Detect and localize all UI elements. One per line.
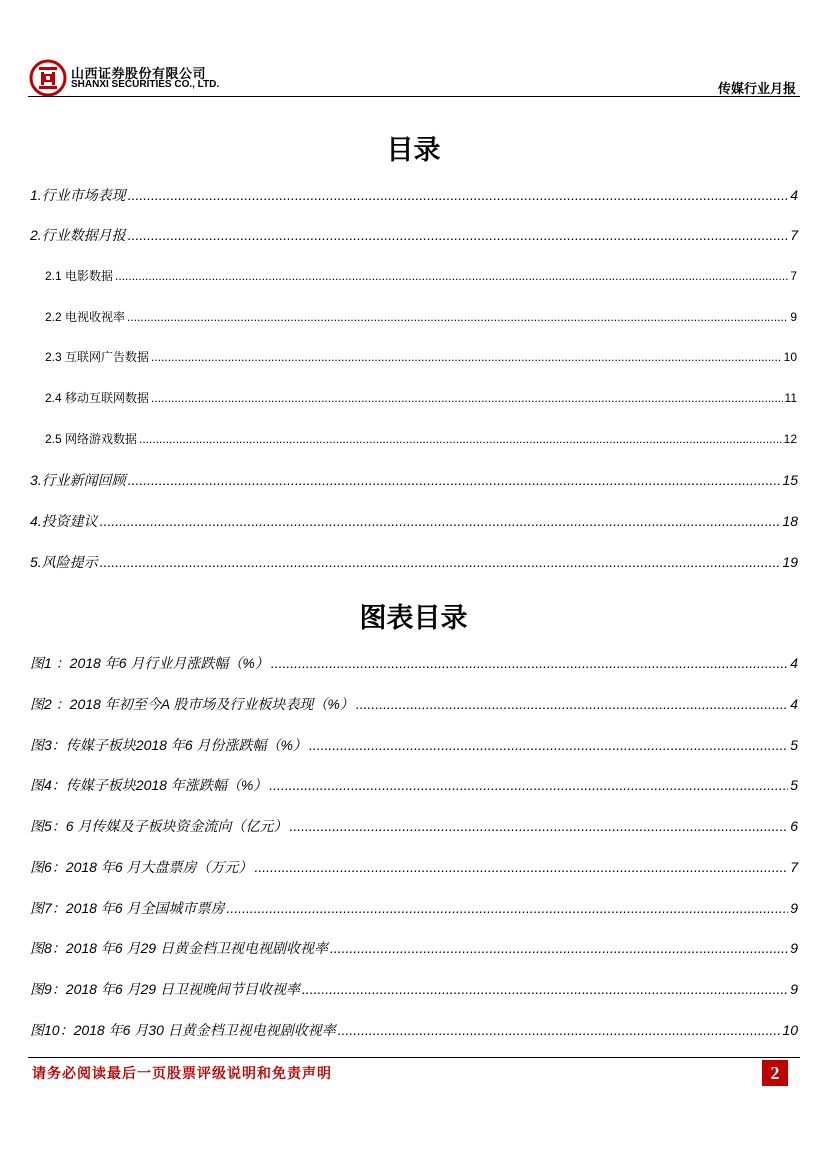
figure-item-page: 7 — [790, 859, 798, 875]
figure-item[interactable] — [30, 979, 798, 999]
figure-item[interactable] — [30, 775, 798, 795]
toc-item-page: 7 — [790, 227, 798, 243]
page-header — [28, 58, 800, 98]
toc-subitem[interactable] — [45, 389, 797, 406]
figure-item-label: 图4：传媒子板块2018 年涨跌幅（%） — [30, 777, 268, 793]
footer-disclaimer: 请务必阅读最后一页股票评级说明和免责声明 — [32, 1066, 332, 1082]
figure-item-page: 10 — [782, 1022, 798, 1038]
toc-item-page: 7 — [790, 269, 797, 283]
dot-leader — [128, 227, 789, 243]
toc-item-label: 2.4 移动互联网数据 — [45, 391, 150, 405]
figure-item[interactable] — [30, 735, 798, 755]
dot-leader — [151, 350, 782, 364]
figure-item-label: 图7：2018 年6 月全国城市票房 — [30, 900, 225, 916]
figure-item[interactable] — [30, 816, 798, 836]
dot-leader — [302, 981, 788, 997]
toc-item-page: 18 — [782, 513, 798, 529]
figure-item-label: 图2 ：2018 年初至今A 股市场及行业板块表现（%） — [30, 696, 354, 712]
figure-item-page: 9 — [790, 940, 798, 956]
company-name-en: SHANXI SECURITIES CO., LTD. — [71, 79, 220, 90]
toc-item-label: 2.3 互联网广告数据 — [45, 350, 150, 364]
figure-item-page: 4 — [790, 696, 798, 712]
figure-item-page: 4 — [790, 655, 798, 671]
toc-item[interactable] — [30, 470, 798, 490]
toc-item-page: 19 — [782, 554, 798, 570]
figure-item-page: 9 — [790, 981, 798, 997]
toc-item-page: 12 — [783, 432, 797, 446]
figure-item-label: 图1 ：2018 年6 月行业月涨跌幅（%） — [30, 655, 269, 671]
dot-leader — [330, 940, 788, 956]
toc-item-label: 1.行业市场表现 — [30, 187, 126, 203]
figure-item[interactable] — [30, 1020, 798, 1040]
header-divider — [28, 96, 800, 97]
figures-title: 图表目录 — [359, 603, 468, 634]
dot-leader — [227, 900, 789, 916]
toc-item-page: 15 — [782, 472, 798, 488]
toc-item-label: 5.风险提示 — [30, 554, 98, 570]
figure-item[interactable] — [30, 857, 798, 877]
dot-leader — [356, 696, 788, 712]
footer-divider — [28, 1057, 800, 1058]
report-type: 传媒行业月报 — [717, 82, 796, 97]
dot-leader — [289, 818, 788, 834]
figure-item-page: 5 — [790, 777, 798, 793]
figure-item[interactable] — [30, 653, 798, 673]
figure-item-label: 图9：2018 年6 月29 日卫视晚间节目收视率 — [30, 981, 300, 997]
toc-item-label: 2.2 电视收视率 — [45, 310, 126, 324]
toc-item[interactable] — [30, 185, 798, 205]
figure-item-page: 6 — [790, 818, 798, 834]
figure-item-page: 5 — [790, 737, 798, 753]
toc-item-label: 2.1 电影数据 — [45, 269, 114, 283]
figure-item[interactable] — [30, 898, 798, 918]
figure-item-page: 9 — [790, 900, 798, 916]
toc-subitem[interactable] — [45, 430, 797, 447]
figure-item-label: 图3：传媒子板块2018 年6 月份涨跌幅（%） — [30, 737, 307, 753]
toc-item-label: 3.行业新闻回顾 — [30, 472, 126, 488]
shanxi-securities-logo-icon — [28, 58, 68, 98]
toc-subitem[interactable] — [45, 348, 797, 365]
figure-item-label: 图10：2018 年6 月30 日黄金档卫视电视剧收视率 — [30, 1022, 336, 1038]
toc-item-label: 4.投资建议 — [30, 513, 98, 529]
page-number: 2 — [762, 1060, 788, 1086]
toc-item[interactable] — [30, 225, 798, 245]
dot-leader — [115, 269, 788, 283]
toc-item[interactable] — [30, 552, 798, 572]
dot-leader — [338, 1022, 781, 1038]
figure-item-label: 图5：6 月传媒及子板块资金流向（亿元） — [30, 818, 288, 834]
figure-item[interactable] — [30, 694, 798, 714]
figure-item[interactable] — [30, 938, 798, 958]
dot-leader — [100, 554, 781, 570]
dot-leader — [269, 777, 788, 793]
dot-leader — [100, 513, 781, 529]
company-name-cn: 山西证券股份有限公司 — [71, 67, 207, 82]
toc-item-label: 2.5 网络游戏数据 — [45, 432, 138, 446]
toc-item-label: 2.行业数据月报 — [30, 227, 126, 243]
toc-item-page: 10 — [783, 350, 797, 364]
dot-leader — [128, 187, 789, 203]
toc-item-page: 11 — [784, 391, 797, 405]
dot-leader — [255, 859, 789, 875]
toc-item-page: 4 — [790, 187, 798, 203]
toc-item-page: 9 — [790, 310, 797, 324]
dot-leader — [151, 391, 783, 405]
toc-item[interactable] — [30, 511, 798, 531]
dot-leader — [271, 655, 788, 671]
toc-subitem[interactable] — [45, 308, 797, 325]
dot-leader — [127, 310, 788, 324]
toc-title: 目录 — [386, 135, 441, 166]
toc-subitem[interactable] — [45, 267, 797, 284]
dot-leader — [128, 472, 781, 488]
figure-item-label: 图6：2018 年6 月大盘票房（万元） — [30, 859, 253, 875]
dot-leader — [139, 432, 782, 446]
dot-leader — [309, 737, 788, 753]
figure-item-label: 图8：2018 年6 月29 日黄金档卫视电视剧收视率 — [30, 940, 328, 956]
